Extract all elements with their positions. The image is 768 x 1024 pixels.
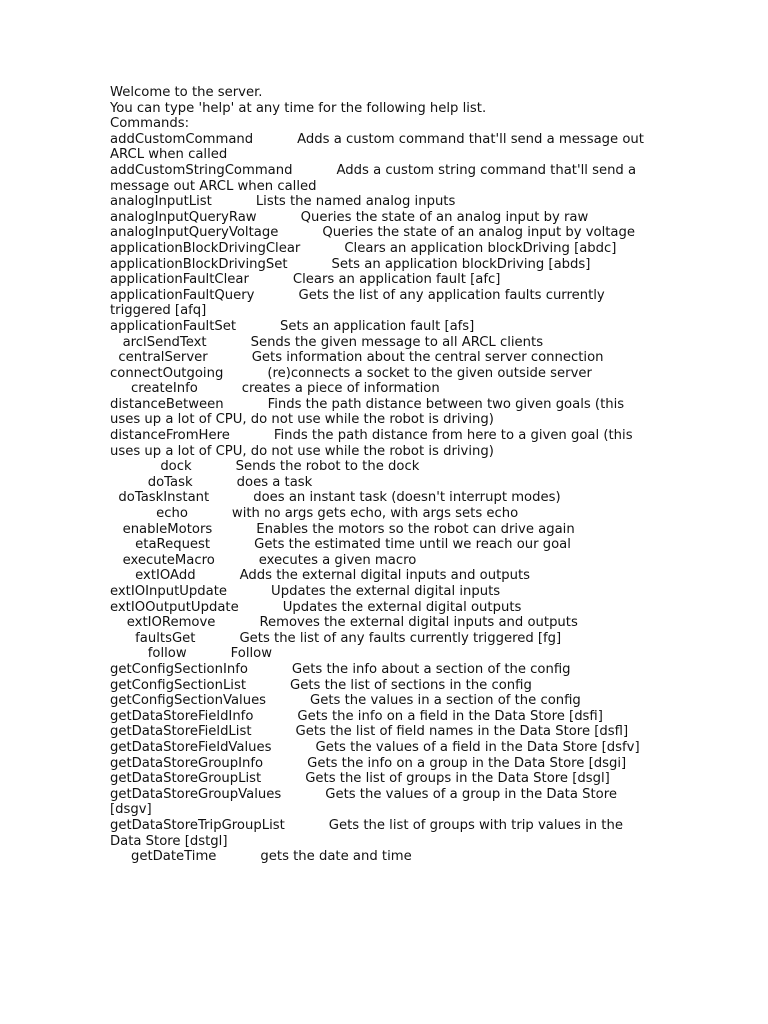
command-name: analogInputList	[110, 194, 212, 210]
command-description: Gets information about the central server connection	[251, 350, 604, 366]
command-description: Updates the external digital outputs	[282, 599, 522, 615]
command-description: Gets the info about a section of the config	[291, 661, 571, 677]
command-name: getDataStoreFieldValues	[110, 739, 272, 755]
command-entry	[110, 241, 650, 257]
command-name: getConfigSectionInfo	[110, 661, 248, 677]
command-description: Gets the values in a section of the config	[310, 693, 581, 709]
command-entry	[110, 584, 650, 600]
command-entry	[110, 288, 650, 319]
command-name: getConfigSectionList	[110, 677, 247, 693]
command-indent	[110, 506, 156, 521]
command-description: does an instant task (doesn't interrupt modes)	[253, 490, 561, 506]
command-name: doTask	[147, 474, 193, 490]
command-name: applicationBlockDrivingSet	[110, 256, 288, 272]
command-name: getDataStoreGroupList	[110, 771, 262, 787]
command-entry	[110, 210, 650, 226]
command-description: Removes the external digital inputs and outputs	[259, 615, 578, 631]
command-indent	[110, 631, 135, 646]
intro-text	[110, 85, 650, 132]
command-entry	[110, 428, 650, 459]
command-description: Gets the list of any faults currently triggered [fg]	[239, 630, 562, 646]
command-description: Sends the robot to the dock	[235, 459, 420, 475]
command-name: extIOAdd	[135, 568, 196, 584]
command-indent	[110, 475, 148, 490]
command-entry	[110, 522, 650, 538]
command-description: Gets the list of groups with trip values in the Data Store [dstgl]	[110, 817, 628, 849]
command-entry	[110, 225, 650, 241]
command-entry	[110, 662, 650, 678]
command-entry	[110, 740, 650, 756]
command-entry	[110, 381, 650, 397]
command-indent	[110, 335, 123, 350]
command-entry	[110, 194, 650, 210]
command-indent	[110, 849, 131, 864]
command-name: extIOInputUpdate	[110, 584, 228, 599]
command-name: doTaskInstant	[118, 490, 210, 506]
command-description: Gets the list of field names in the Data Store [dsfl]	[295, 724, 629, 740]
command-entry	[110, 335, 650, 351]
command-name: analogInputQueryVoltage	[110, 225, 279, 241]
command-description: Sets an application blockDriving [abds]	[331, 256, 591, 272]
command-entry	[110, 756, 650, 772]
command-list	[110, 132, 650, 865]
command-entry	[110, 490, 650, 506]
command-description: Finds the path distance between two given goals (this uses up a lot of CPU, do not use while the robot is driving)	[110, 396, 629, 428]
command-entry	[110, 771, 650, 787]
commands-heading: Commands:	[110, 116, 190, 132]
command-description: Gets the estimated time until we reach our goal	[254, 537, 571, 553]
command-name: analogInputQueryRaw	[110, 209, 257, 225]
command-indent	[110, 615, 127, 630]
command-name: addCustomStringCommand	[110, 162, 293, 178]
command-description: Gets the values of a field in the Data Store [dsfv]	[315, 739, 640, 755]
welcome-line: Welcome to the server.	[110, 85, 263, 100]
command-indent	[110, 459, 160, 474]
command-name: arclSendText	[122, 334, 207, 350]
command-entry	[110, 272, 650, 288]
command-description: Lists the named analog inputs	[255, 194, 456, 210]
command-name: distanceBetween	[110, 396, 224, 412]
command-description: Queries the state of an analog input by raw	[300, 209, 589, 225]
command-entry	[110, 366, 650, 382]
help-document	[110, 85, 650, 865]
command-description: Gets the list of groups in the Data Store [dsgl]	[305, 771, 610, 787]
command-description: Queries the state of an analog input by voltage	[322, 225, 635, 241]
command-description: Clears an application fault [afc]	[292, 272, 501, 288]
command-indent	[110, 568, 135, 583]
command-name: enableMotors	[122, 521, 213, 537]
command-description: Adds the external digital inputs and outputs	[239, 568, 531, 584]
command-name: centralServer	[118, 350, 208, 366]
command-entry	[110, 724, 650, 740]
command-description: Enables the motors so the robot can drive again	[256, 521, 575, 537]
command-entry	[110, 459, 650, 475]
command-entry	[110, 678, 650, 694]
command-description: Gets the info on a field in the Data Store [dsfi]	[297, 708, 603, 724]
command-entry	[110, 163, 650, 194]
command-indent	[110, 537, 135, 552]
command-name: connectOutgoing	[110, 365, 224, 381]
command-name: addCustomCommand	[110, 131, 254, 147]
command-name: getDataStoreGroupValues	[110, 786, 282, 802]
command-indent	[110, 646, 148, 661]
command-description: executes a given macro	[258, 552, 417, 568]
command-name: echo	[156, 506, 188, 522]
command-description: (re)connects a socket to the given outside server	[267, 365, 592, 381]
command-name: dock	[160, 459, 192, 475]
command-entry	[110, 568, 650, 584]
command-entry	[110, 537, 650, 553]
command-entry	[110, 615, 650, 631]
command-name: applicationFaultQuery	[110, 287, 255, 303]
command-description: Adds a custom command that'll send a message out ARCL when called	[110, 131, 649, 163]
command-description: Updates the external digital inputs	[271, 584, 501, 599]
command-entry	[110, 631, 650, 647]
command-description: Gets the list of any application faults currently triggered [afq]	[110, 287, 609, 319]
command-name: etaRequest	[135, 537, 211, 553]
command-description: Adds a custom string command that'll send a message out ARCL when called	[110, 162, 641, 194]
command-entry	[110, 709, 650, 725]
command-name: executeMacro	[122, 552, 215, 568]
help-hint-line: You can type 'help' at any time for the following help list.	[110, 100, 487, 116]
command-description: creates a piece of information	[241, 381, 440, 397]
command-name: extIORemove	[126, 615, 216, 631]
command-name: getDataStoreTripGroupList	[110, 817, 285, 833]
command-entry	[110, 350, 650, 366]
command-description: does a task	[236, 474, 313, 490]
command-name: getDateTime	[130, 849, 217, 865]
command-description: gets the date and time	[260, 849, 412, 865]
command-indent	[110, 522, 123, 537]
command-entry	[110, 646, 650, 662]
command-description: Follow	[230, 646, 273, 662]
command-name: distanceFromHere	[110, 428, 230, 444]
command-name: getDataStoreFieldList	[110, 724, 252, 740]
command-name: applicationBlockDrivingClear	[110, 240, 301, 256]
command-name: getDataStoreGroupInfo	[110, 755, 264, 771]
command-description: Finds the path distance from here to a given goal (this uses up a lot of CPU, do not use while the robot is driving)	[110, 428, 637, 459]
command-entry	[110, 506, 650, 522]
command-description: Gets the info on a group in the Data Store [dsgi]	[307, 755, 627, 771]
command-name: faultsGet	[135, 630, 196, 646]
command-entry	[110, 849, 650, 865]
command-description: Clears an application blockDriving [abdc]	[344, 240, 617, 256]
command-name: extIOOutputUpdate	[110, 599, 239, 615]
command-name: applicationFaultClear	[110, 272, 249, 288]
command-indent	[110, 381, 131, 396]
command-entry	[110, 600, 650, 616]
command-entry	[110, 787, 650, 818]
command-name: getDataStoreFieldInfo	[110, 708, 254, 724]
command-description: Sends the given message to all ARCL clients	[250, 334, 544, 350]
command-name: applicationFaultSet	[110, 318, 237, 334]
command-entry	[110, 553, 650, 569]
command-name: getConfigSectionValues	[110, 693, 267, 709]
command-description: Gets the list of sections in the config	[290, 677, 532, 693]
command-description: Gets the values of a group in the Data Store [dsgv]	[110, 786, 622, 818]
command-entry	[110, 319, 650, 335]
command-name: createInfo	[130, 381, 198, 397]
command-entry	[110, 818, 650, 849]
command-entry	[110, 132, 650, 163]
command-description: Sets an application fault [afs]	[280, 318, 475, 334]
command-name: follow	[147, 646, 187, 662]
command-entry	[110, 397, 650, 428]
command-indent	[110, 553, 123, 568]
command-entry	[110, 257, 650, 273]
command-entry	[110, 475, 650, 491]
command-entry	[110, 693, 650, 709]
command-description: with no args gets echo, with args sets echo	[231, 506, 519, 522]
